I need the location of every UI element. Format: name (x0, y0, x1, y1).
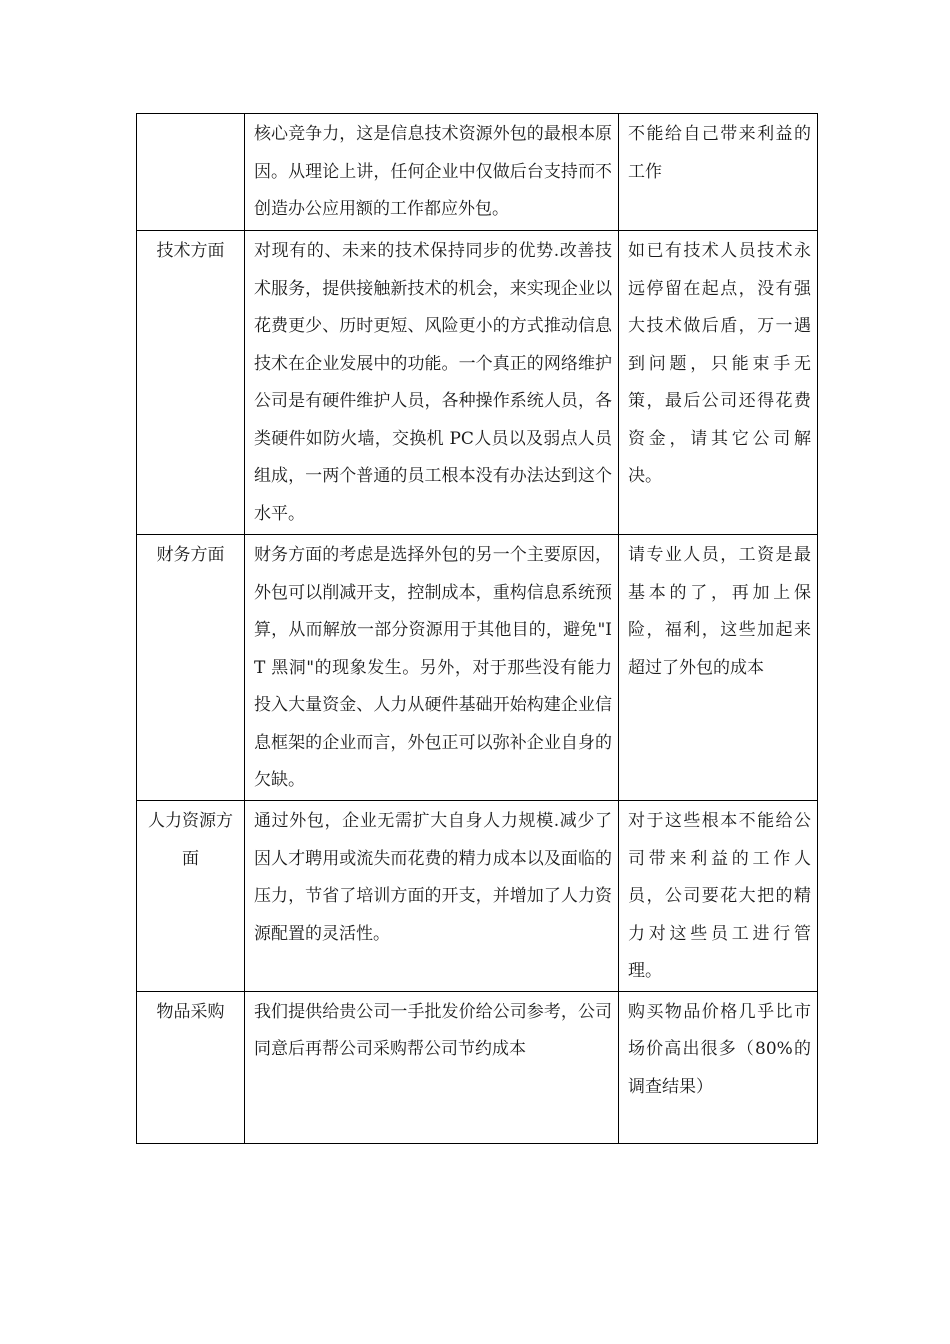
disadvantage-cell: 请专业人员，工资是最基本的了，再加上保险，福利，这些加起来超过了外包的成本 (619, 535, 818, 801)
advantage-cell: 我们提供给贵公司一手批发价给公司参考，公司同意后再帮公司采购帮公司节约成本 (245, 991, 619, 1143)
advantage-cell: 财务方面的考虑是选择外包的另一个主要原因，外包可以削减开支，控制成本，重构信息系统预算，从而解放一部分资源用于其他目的，避免"IT 黑洞"的现象发生。另外，对于那些没有能力投入大量资金、人力从硬件基础开始构建企业信息框架的企业而言，外包正可以弥补企业自身的欠缺。 (245, 535, 619, 801)
table-row (137, 114, 818, 231)
category-cell: 财务方面 (137, 535, 245, 801)
advantage-cell: 对现有的、未来的技术保持同步的优势.改善技术服务，提供接触新技术的机会，来实现企业以花费更少、历时更短、风险更小的方式推动信息技术在企业发展中的功能。一个真正的网络维护公司是有硬件维护人员，各种操作系统人员，各类硬件如防火墙，交换机 PC人员以及弱点人员组成，一两个普通的员工根本没有办法达到这个水平。 (245, 231, 619, 535)
table-row (137, 535, 818, 801)
advantage-cell: 核心竞争力，这是信息技术资源外包的最根本原因。从理论上讲，任何企业中仅做后台支持而不创造办公应用额的工作都应外包。 (245, 114, 619, 231)
table-row (137, 801, 818, 992)
disadvantage-cell: 购买物品价格几乎比市场价高出很多（80%的调查结果） (619, 991, 818, 1143)
disadvantage-cell: 对于这些根本不能给公司带来利益的工作人员，公司要花大把的精力对这些员工进行管理。 (619, 801, 818, 992)
table-row (137, 231, 818, 535)
disadvantage-cell: 如已有技术人员技术永远停留在起点，没有强大技术做后盾，万一遇到问题，只能束手无策，最后公司还得花费资金，请其它公司解决。 (619, 231, 818, 535)
advantage-cell: 通过外包，企业无需扩大自身人力规模.减少了因人才聘用或流失而花费的精力成本以及面临的压力，节省了培训方面的开支，并增加了人力资源配置的灵活性。 (245, 801, 619, 992)
category-cell (137, 114, 245, 231)
category-cell: 技术方面 (137, 231, 245, 535)
category-cell: 物品采购 (137, 991, 245, 1143)
table-row (137, 991, 818, 1143)
comparison-table (136, 113, 818, 1144)
disadvantage-cell: 不能给自己带来利益的工作 (619, 114, 818, 231)
category-cell: 人力资源方面 (137, 801, 245, 992)
